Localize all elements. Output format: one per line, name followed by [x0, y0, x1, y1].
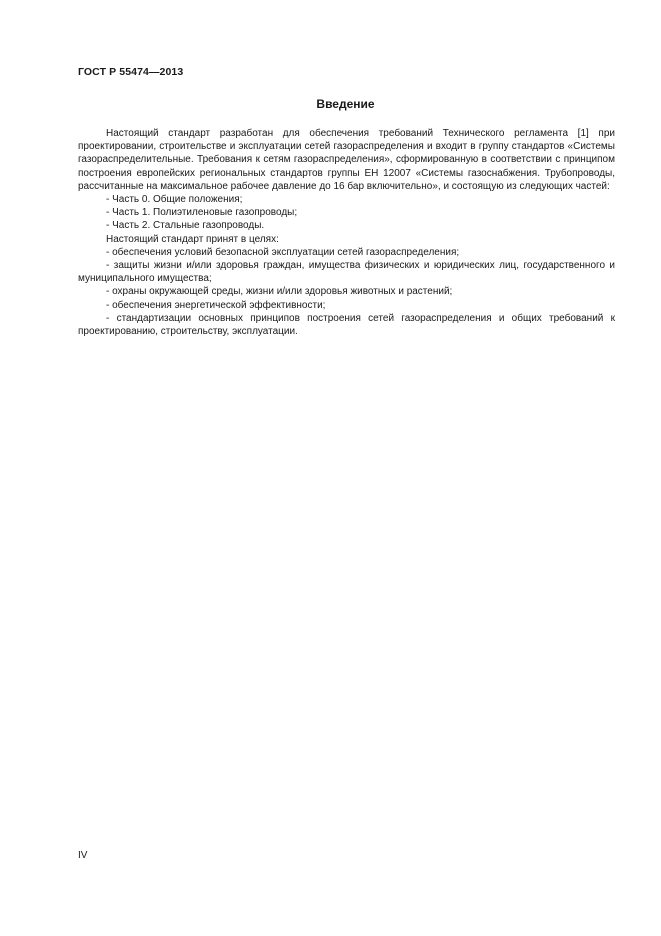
document-code: ГОСТ Р 55474—2013: [78, 66, 184, 78]
purpose-item-safety: - обеспечения условий безопасной эксплуатации сетей газораспределения;: [106, 246, 460, 258]
purpose-item-protection: - защиты жизни и/или здоровья граждан, имущества физических и юридических лиц, государственного и муниципального имущества;: [78, 260, 615, 285]
list-item-part-0: - Часть 0. Общие положения;: [106, 194, 243, 206]
purpose-item-energy: - обеспечения энергетической эффективности;: [106, 299, 326, 311]
purpose-item-environment: - охраны окружающей среды, жизни и/или здоровья животных и растений;: [106, 286, 453, 298]
list-item-part-1: - Часть 1. Полиэтиленовые газопроводы;: [106, 207, 298, 219]
intro-paragraph: Настоящий стандарт разработан для обеспечения требований Технического регламента [1] при проектировании, строительстве и эксплуатации сетей газораспределения и входит в группу стандартов «Системы газораспределительные. Требования к сетям газораспределения», сформированную в соответствии с принципом построения европейских региональных стандартов группы ЕН 12007 «Системы газоснабжения. Трубопроводы, рассчитанные на максимальное рабочее давление до 16 бар включительно», и состоящую из следующих частей:: [78, 128, 615, 192]
section-title: Введение: [316, 97, 375, 111]
purpose-item-standardization: - стандартизации основных принципов построения сетей газораспределения и общих требований к проектированию, строительству, эксплуатации.: [78, 312, 615, 338]
body-text: [78, 127, 615, 338]
page-number: IV: [78, 850, 88, 861]
purpose-intro: Настоящий стандарт принят в целях:: [106, 233, 279, 245]
list-item-part-2: - Часть 2. Стальные газопроводы.: [106, 220, 265, 232]
